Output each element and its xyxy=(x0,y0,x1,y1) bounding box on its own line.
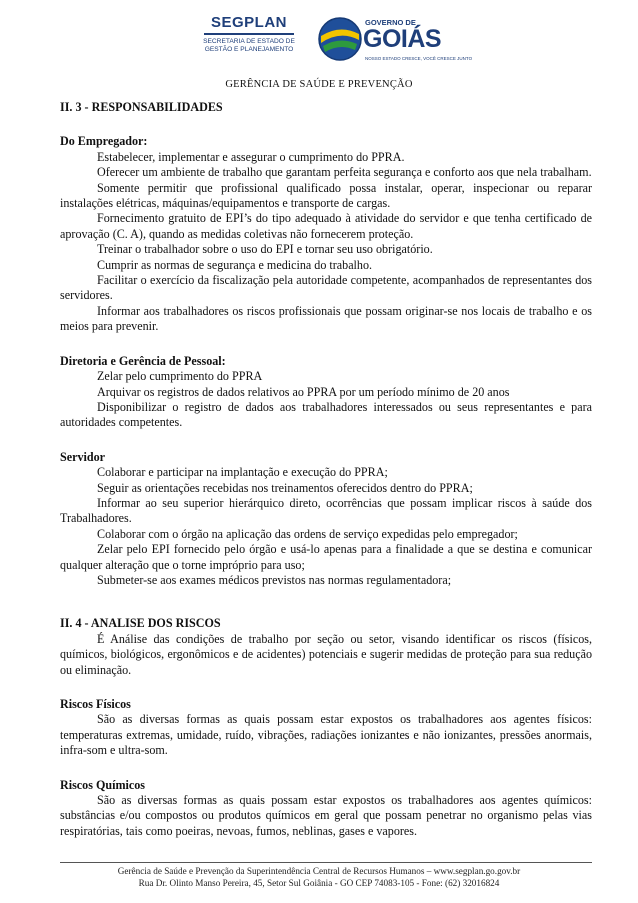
subheading-riscos-quimicos: Riscos Químicos xyxy=(60,777,145,792)
document-body xyxy=(60,100,592,839)
list-item: Disponibilizar o registro de dados aos trabalhadores interessados ou seus representantes e para autoridades competentes. xyxy=(60,399,592,430)
section-title-responsabilidades: II. 3 - RESPONSABILIDADES xyxy=(60,100,223,114)
subheading-riscos-fisicos: Riscos Físicos xyxy=(60,697,131,711)
list-item: Submeter-se aos exames médicos previstos nas normas regulamentadora; xyxy=(97,572,452,587)
globe-icon xyxy=(317,16,363,62)
header-logos xyxy=(0,14,638,72)
paragraph-riscos-fisicos: São as diversas formas as quais possam estar expostos os trabalhadores aos agentes físicos: temperaturas extremas, umidade, ruído, vibrações, radiações ionizantes e não ionizantes, pressões anormais, infra-som e ultra-som. xyxy=(60,712,592,758)
list-item: Arquivar os registros de dados relativos ao PPRA por um período mínimo de 20 anos xyxy=(97,384,510,399)
subheading-empregador: Do Empregador: xyxy=(60,134,148,149)
list-item: Informar aos trabalhadores os riscos profissionais que possam originar-se nos locais de trabalho e os meios para prevenir. xyxy=(60,303,592,334)
list-item: Colaborar e participar na implantação e execução do PPRA; xyxy=(97,465,388,480)
list-item: Seguir as orientações recebidas nos treinamentos oferecidos dentro do PPRA; xyxy=(97,480,473,495)
goias-logo-gov: GOVERNO DE xyxy=(365,18,416,27)
footer xyxy=(0,866,638,889)
footer-line-1: Gerência de Saúde e Prevenção da Superintendência Central de Recursos Humanos – www.segplan.go.gov.br xyxy=(117,866,521,876)
segplan-logo-subtitle-2: GESTÃO E PLANEJAMENTO xyxy=(204,46,294,53)
footer-line-2: Rua Dr. Olinto Manso Pereira, 45, Setor Sul Goiânia - GO CEP 74083-105 - Fone: (62) 32016824 xyxy=(138,877,500,888)
header-title: GERÊNCIA DE SAÚDE E PREVENÇÃO xyxy=(225,79,413,90)
list-item: Somente permitir que profissional qualificado possa instalar, operar, inspecionar ou reparar instalações elétricas, máquinas/equipamentos e transporte de cargas. xyxy=(60,180,592,211)
subheading-diretoria: Diretoria e Gerência de Pessoal: xyxy=(60,353,226,368)
list-item: Fornecimento gratuito de EPI’s do tipo adequado à atividade do servidor e que tenha certificado de aprovação (C. A), quando as medidas coletivas não fornecerem proteção. xyxy=(60,211,592,241)
list-item: Zelar pelo EPI fornecido pelo órgão e usá-lo apenas para a finalidade a que se destina e comunicar qualquer alteração que o torne impróprio para uso; xyxy=(60,542,592,572)
footer-divider xyxy=(60,862,592,863)
list-item: Estabelecer, implementar e assegurar o cumprimento do PPRA. xyxy=(97,149,405,164)
list-item: Zelar pelo cumprimento do PPRA xyxy=(97,369,263,384)
segplan-logo xyxy=(198,14,300,66)
list-item: Informar ao seu superior hierárquico direto, ocorrências que possam implicar riscos à saúde dos Trabalhadores. xyxy=(60,495,592,526)
paragraph-riscos-quimicos: São as diversas formas as quais possam estar expostos os trabalhadores aos agentes químicos: substâncias e/ou compostos ou produtos químicos em geral que possam penetrar no organismo pelas vias respiratórias, tais como poeiras, nevoas, fumos, neblinas, gases e vapores. xyxy=(60,793,592,838)
list-item: Treinar o trabalhador sobre o uso do EPI e tornar seu uso obrigatório. xyxy=(97,242,433,257)
goias-logo-name: GOIÁS xyxy=(363,25,442,53)
paragraph-intro: É Análise das condições de trabalho por seção ou setor, visando identificar os riscos (físicos, químicos, biológicos, ergonômicos e de acidentes) potenciais e sugerir medidas de proteção para sua redução ou eliminação. xyxy=(60,631,592,677)
segplan-logo-subtitle-1: SECRETARIA DE ESTADO DE xyxy=(203,38,295,45)
section-title-analise-riscos: II. 4 - ANALISE DOS RISCOS xyxy=(60,616,221,631)
segplan-logo-name: SEGPLAN xyxy=(210,14,287,31)
goias-logo xyxy=(317,14,473,66)
list-item: Cumprir as normas de segurança e medicina do trabalho. xyxy=(97,257,373,272)
list-item: Colaborar com o órgão na aplicação das ordens de serviço expedidas pelo empregador; xyxy=(97,526,518,541)
subheading-servidor: Servidor xyxy=(60,449,106,464)
list-item: Oferecer um ambiente de trabalho que garantam perfeita segurança e conforto aos que nela trabalham. xyxy=(97,165,592,180)
list-item: Facilitar o exercício da fiscalização pela autoridade competente, acompanhados de representantes dos servidores. xyxy=(60,273,592,303)
goias-logo-slogan: NOSSO ESTADO CRESCE, VOCÊ CRESCE JUNTO xyxy=(365,56,473,61)
segplan-logo-bar xyxy=(204,33,294,35)
